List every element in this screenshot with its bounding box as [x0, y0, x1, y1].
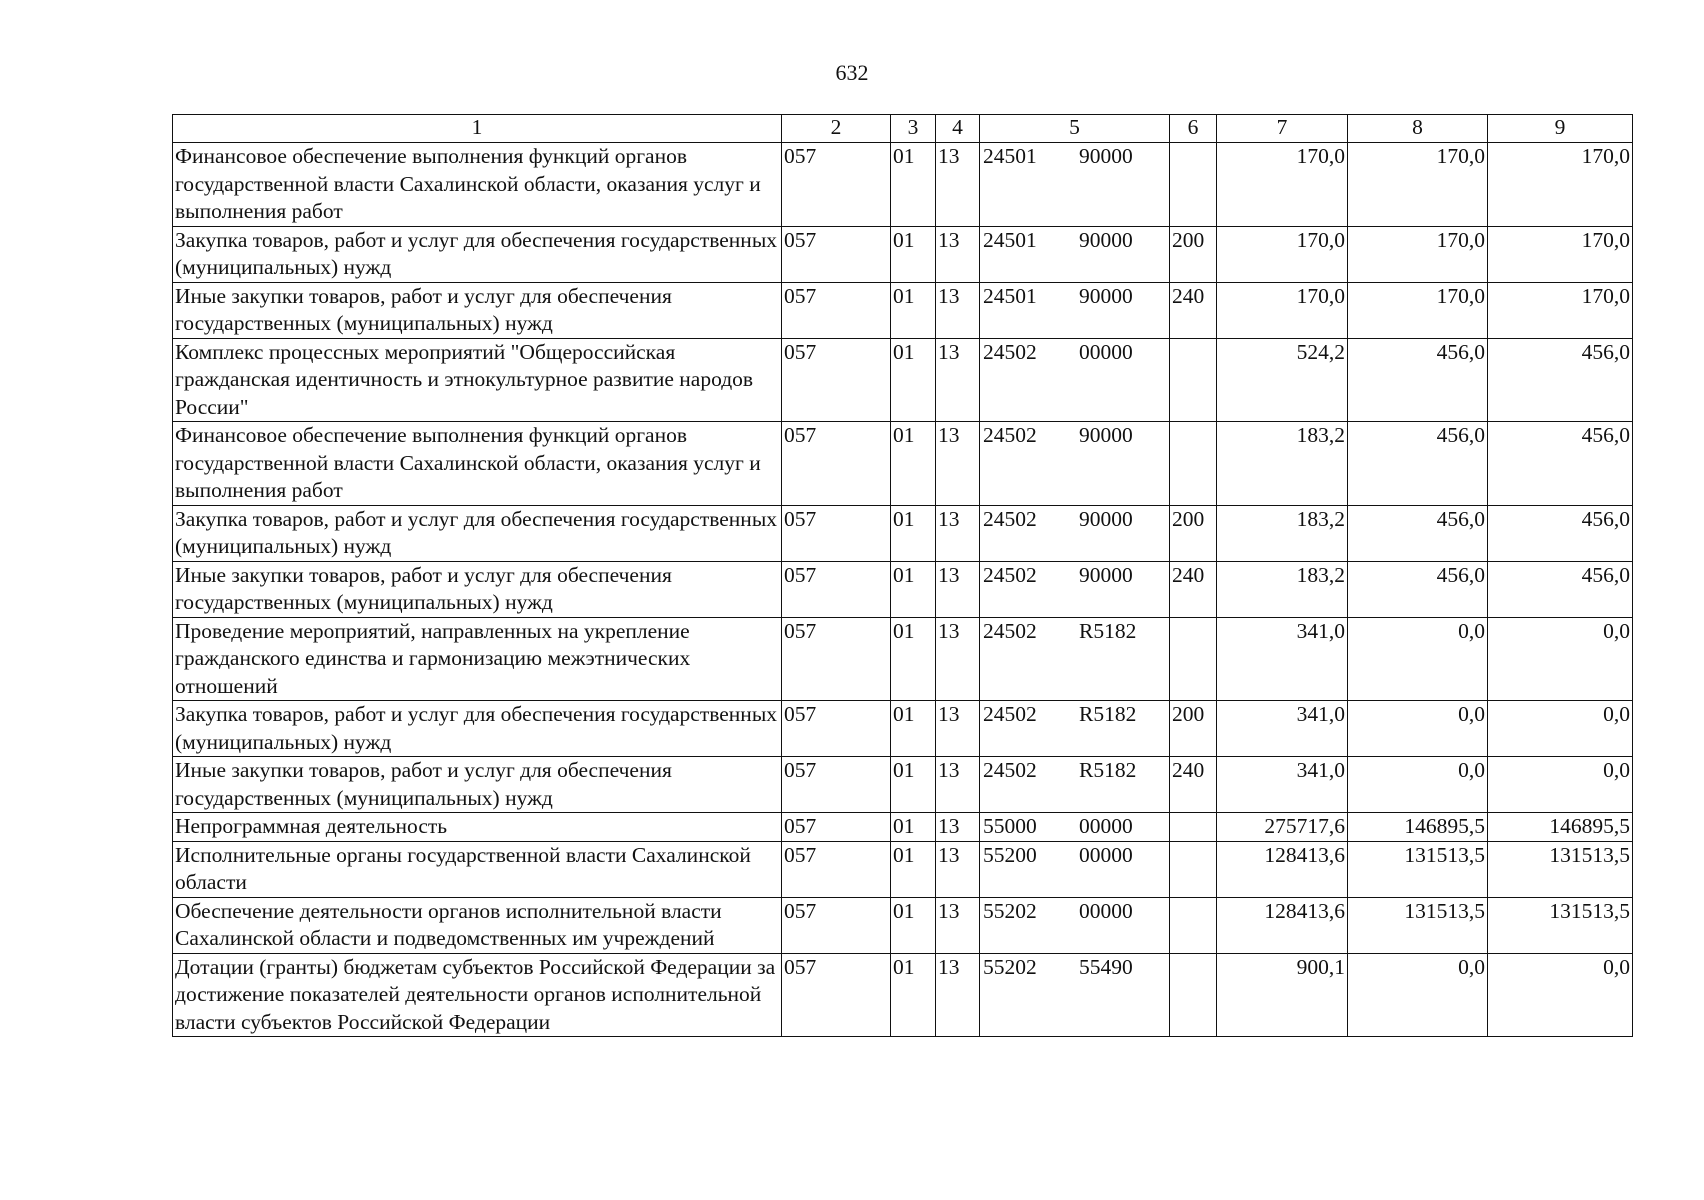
expense-type-cell: 200 — [1170, 701, 1217, 757]
direction-code: 00000 — [1079, 814, 1133, 838]
row-name-cell: Комплекс процессных мероприятий "Общероссийская гражданская идентичность и этнокультурное развитие народов России" — [173, 338, 782, 422]
direction-code: 90000 — [1079, 423, 1133, 447]
row-name-cell: Дотации (гранты) бюджетам субъектов Российской Федерации за достижение показателей деятельности органов исполнительной власти субъектов Российской Федерации — [173, 953, 782, 1037]
expense-type-cell — [1170, 617, 1217, 701]
program-code: 55000 — [983, 814, 1037, 838]
expense-type-cell — [1170, 953, 1217, 1037]
ministry-code-cell: 057 — [782, 897, 891, 953]
amount-col7-cell: 183,2 — [1217, 422, 1348, 506]
amount-col8-cell: 456,0 — [1348, 561, 1488, 617]
ministry-code-cell: 057 — [782, 841, 891, 897]
ministry-code-cell: 057 — [782, 561, 891, 617]
direction-code: 00000 — [1079, 842, 1133, 867]
section-code-cell: 01 — [891, 338, 936, 422]
amount-col7-cell: 128413,6 — [1217, 897, 1348, 953]
section-code-cell: 01 — [891, 701, 936, 757]
budget-table — [172, 114, 1633, 1037]
program-code: 24502 — [983, 339, 1037, 364]
table-row — [173, 561, 1633, 617]
target-article-cell — [980, 338, 1170, 422]
subsection-code-cell: 13 — [936, 338, 980, 422]
ministry-code-cell: 057 — [782, 282, 891, 338]
program-code: 24501 — [983, 283, 1037, 308]
subsection-code-cell: 13 — [936, 561, 980, 617]
amount-col9-cell: 0,0 — [1488, 617, 1633, 701]
subsection-code-cell: 13 — [936, 505, 980, 561]
section-code-cell: 01 — [891, 813, 936, 842]
column-header: 6 — [1170, 115, 1217, 143]
row-name-cell: Иные закупки товаров, работ и услуг для обеспечения государственных (муниципальных) нужд — [173, 282, 782, 338]
program-code: 55200 — [983, 842, 1037, 867]
program-code: 55202 — [983, 954, 1037, 979]
expense-type-cell: 240 — [1170, 757, 1217, 813]
table-row — [173, 953, 1633, 1037]
row-name-cell: Закупка товаров, работ и услуг для обеспечения государственных (муниципальных) нужд — [173, 701, 782, 757]
amount-col8-cell: 456,0 — [1348, 338, 1488, 422]
amount-col9-cell: 0,0 — [1488, 953, 1633, 1037]
amount-col7-cell: 170,0 — [1217, 226, 1348, 282]
ministry-code-cell: 057 — [782, 338, 891, 422]
subsection-code-cell: 13 — [936, 143, 980, 227]
amount-col7-cell: 341,0 — [1217, 701, 1348, 757]
amount-col9-cell: 170,0 — [1488, 143, 1633, 227]
target-article-cell — [980, 897, 1170, 953]
program-code: 24502 — [983, 758, 1037, 782]
amount-col8-cell: 456,0 — [1348, 422, 1488, 506]
amount-col8-cell: 456,0 — [1348, 505, 1488, 561]
column-header: 2 — [782, 115, 891, 143]
section-code-cell: 01 — [891, 505, 936, 561]
table-row — [173, 282, 1633, 338]
program-code: 24502 — [983, 562, 1037, 587]
page-number: 632 — [835, 60, 869, 85]
target-article-cell — [980, 561, 1170, 617]
table-row — [173, 701, 1633, 757]
subsection-code-cell: 13 — [936, 226, 980, 282]
expense-type-cell — [1170, 143, 1217, 227]
amount-col9-cell: 456,0 — [1488, 338, 1633, 422]
ministry-code-cell: 057 — [782, 226, 891, 282]
column-header: 4 — [936, 115, 980, 143]
subsection-code-cell: 13 — [936, 701, 980, 757]
section-code-cell: 01 — [891, 897, 936, 953]
amount-col9-cell: 146895,5 — [1488, 813, 1633, 842]
column-header: 5 — [980, 115, 1170, 143]
section-code-cell: 01 — [891, 143, 936, 227]
target-article-cell — [980, 143, 1170, 227]
table-row — [173, 226, 1633, 282]
amount-col8-cell: 146895,5 — [1348, 813, 1488, 842]
program-code: 24501 — [983, 227, 1037, 252]
column-header: 7 — [1217, 115, 1348, 143]
target-article-cell — [980, 757, 1170, 813]
direction-code: R5182 — [1079, 758, 1137, 782]
row-name-cell: Иные закупки товаров, работ и услуг для обеспечения государственных (муниципальных) нужд — [173, 561, 782, 617]
expense-type-cell — [1170, 841, 1217, 897]
direction-code: R5182 — [1079, 702, 1137, 726]
subsection-code-cell: 13 — [936, 617, 980, 701]
table-body — [173, 143, 1633, 1037]
target-article-cell — [980, 953, 1170, 1037]
amount-col9-cell: 131513,5 — [1488, 897, 1633, 953]
table-row — [173, 813, 1633, 842]
expense-type-cell — [1170, 813, 1217, 842]
section-code-cell: 01 — [891, 953, 936, 1037]
section-code-cell: 01 — [891, 757, 936, 813]
ministry-code-cell: 057 — [782, 953, 891, 1037]
header-row — [173, 115, 1633, 143]
target-article-cell — [980, 282, 1170, 338]
row-name-cell: Закупка товаров, работ и услуг для обеспечения государственных (муниципальных) нужд — [173, 226, 782, 282]
amount-col7-cell: 170,0 — [1217, 282, 1348, 338]
amount-col8-cell: 131513,5 — [1348, 841, 1488, 897]
amount-col7-cell: 128413,6 — [1217, 841, 1348, 897]
subsection-code-cell: 13 — [936, 897, 980, 953]
amount-col8-cell: 131513,5 — [1348, 897, 1488, 953]
subsection-code-cell: 13 — [936, 841, 980, 897]
subsection-code-cell: 13 — [936, 282, 980, 338]
direction-code: 90000 — [1079, 506, 1133, 531]
expense-type-cell — [1170, 897, 1217, 953]
column-header: 1 — [173, 115, 782, 143]
table-row — [173, 897, 1633, 953]
amount-col7-cell: 524,2 — [1217, 338, 1348, 422]
subsection-code-cell: 13 — [936, 422, 980, 506]
target-article-cell — [980, 841, 1170, 897]
target-article-cell — [980, 226, 1170, 282]
direction-code: 00000 — [1079, 339, 1133, 364]
direction-code: 00000 — [1079, 898, 1133, 923]
amount-col9-cell: 0,0 — [1488, 757, 1633, 813]
table-row — [173, 422, 1633, 506]
amount-col8-cell: 170,0 — [1348, 226, 1488, 282]
direction-code: 90000 — [1079, 562, 1133, 587]
row-name-cell: Проведение мероприятий, направленных на укрепление гражданского единства и гармонизацию межэтнических отношений — [173, 617, 782, 701]
amount-col7-cell: 900,1 — [1217, 953, 1348, 1037]
ministry-code-cell: 057 — [782, 701, 891, 757]
amount-col7-cell: 275717,6 — [1217, 813, 1348, 842]
row-name-cell: Непрограммная деятельность — [173, 813, 782, 842]
expense-type-cell — [1170, 422, 1217, 506]
section-code-cell: 01 — [891, 282, 936, 338]
target-article-cell — [980, 701, 1170, 757]
amount-col8-cell: 0,0 — [1348, 617, 1488, 701]
row-name-cell: Исполнительные органы государственной власти Сахалинской области — [173, 841, 782, 897]
table-row — [173, 757, 1633, 813]
ministry-code-cell: 057 — [782, 617, 891, 701]
column-header: 3 — [891, 115, 936, 143]
amount-col7-cell: 341,0 — [1217, 757, 1348, 813]
row-name-cell: Обеспечение деятельности органов исполнительной власти Сахалинской области и подведомственных им учреждений — [173, 897, 782, 953]
direction-code: 90000 — [1079, 144, 1133, 168]
expense-type-cell: 240 — [1170, 282, 1217, 338]
ministry-code-cell: 057 — [782, 505, 891, 561]
section-code-cell: 01 — [891, 561, 936, 617]
expense-type-cell: 200 — [1170, 505, 1217, 561]
column-header: 9 — [1488, 115, 1633, 143]
amount-col7-cell: 170,0 — [1217, 143, 1348, 227]
amount-col8-cell: 170,0 — [1348, 282, 1488, 338]
expense-type-cell — [1170, 338, 1217, 422]
table-row — [173, 617, 1633, 701]
row-name-cell: Финансовое обеспечение выполнения функций органов государственной власти Сахалинской области, оказания услуг и выполнения работ — [173, 143, 782, 227]
expense-type-cell: 200 — [1170, 226, 1217, 282]
section-code-cell: 01 — [891, 841, 936, 897]
table-row — [173, 338, 1633, 422]
amount-col9-cell: 456,0 — [1488, 422, 1633, 506]
row-name-cell: Закупка товаров, работ и услуг для обеспечения государственных (муниципальных) нужд — [173, 505, 782, 561]
section-code-cell: 01 — [891, 617, 936, 701]
amount-col9-cell: 456,0 — [1488, 505, 1633, 561]
column-header: 8 — [1348, 115, 1488, 143]
target-article-cell — [980, 813, 1170, 842]
direction-code: 90000 — [1079, 283, 1133, 308]
direction-code: 55490 — [1079, 954, 1133, 979]
program-code: 24502 — [983, 702, 1037, 726]
amount-col9-cell: 131513,5 — [1488, 841, 1633, 897]
direction-code: R5182 — [1079, 618, 1137, 643]
target-article-cell — [980, 617, 1170, 701]
table-row — [173, 143, 1633, 227]
program-code: 24502 — [983, 506, 1037, 531]
target-article-cell — [980, 422, 1170, 506]
amount-col9-cell: 170,0 — [1488, 226, 1633, 282]
program-code: 24501 — [983, 144, 1037, 168]
subsection-code-cell: 13 — [936, 757, 980, 813]
program-code: 55202 — [983, 898, 1037, 923]
subsection-code-cell: 13 — [936, 953, 980, 1037]
row-name-cell: Финансовое обеспечение выполнения функций органов государственной власти Сахалинской области, оказания услуг и выполнения работ — [173, 422, 782, 506]
amount-col7-cell: 183,2 — [1217, 561, 1348, 617]
amount-col8-cell: 0,0 — [1348, 953, 1488, 1037]
row-name-cell: Иные закупки товаров, работ и услуг для обеспечения государственных (муниципальных) нужд — [173, 757, 782, 813]
direction-code: 90000 — [1079, 227, 1133, 252]
amount-col8-cell: 170,0 — [1348, 143, 1488, 227]
program-code: 24502 — [983, 423, 1037, 447]
amount-col8-cell: 0,0 — [1348, 757, 1488, 813]
amount-col8-cell: 0,0 — [1348, 701, 1488, 757]
section-code-cell: 01 — [891, 226, 936, 282]
amount-col7-cell: 183,2 — [1217, 505, 1348, 561]
ministry-code-cell: 057 — [782, 813, 891, 842]
amount-col9-cell: 170,0 — [1488, 282, 1633, 338]
subsection-code-cell: 13 — [936, 813, 980, 842]
amount-col9-cell: 0,0 — [1488, 701, 1633, 757]
expense-type-cell: 240 — [1170, 561, 1217, 617]
program-code: 24502 — [983, 618, 1037, 643]
target-article-cell — [980, 505, 1170, 561]
ministry-code-cell: 057 — [782, 757, 891, 813]
ministry-code-cell: 057 — [782, 422, 891, 506]
section-code-cell: 01 — [891, 422, 936, 506]
table-row — [173, 841, 1633, 897]
table-row — [173, 505, 1633, 561]
amount-col9-cell: 456,0 — [1488, 561, 1633, 617]
ministry-code-cell: 057 — [782, 143, 891, 227]
amount-col7-cell: 341,0 — [1217, 617, 1348, 701]
